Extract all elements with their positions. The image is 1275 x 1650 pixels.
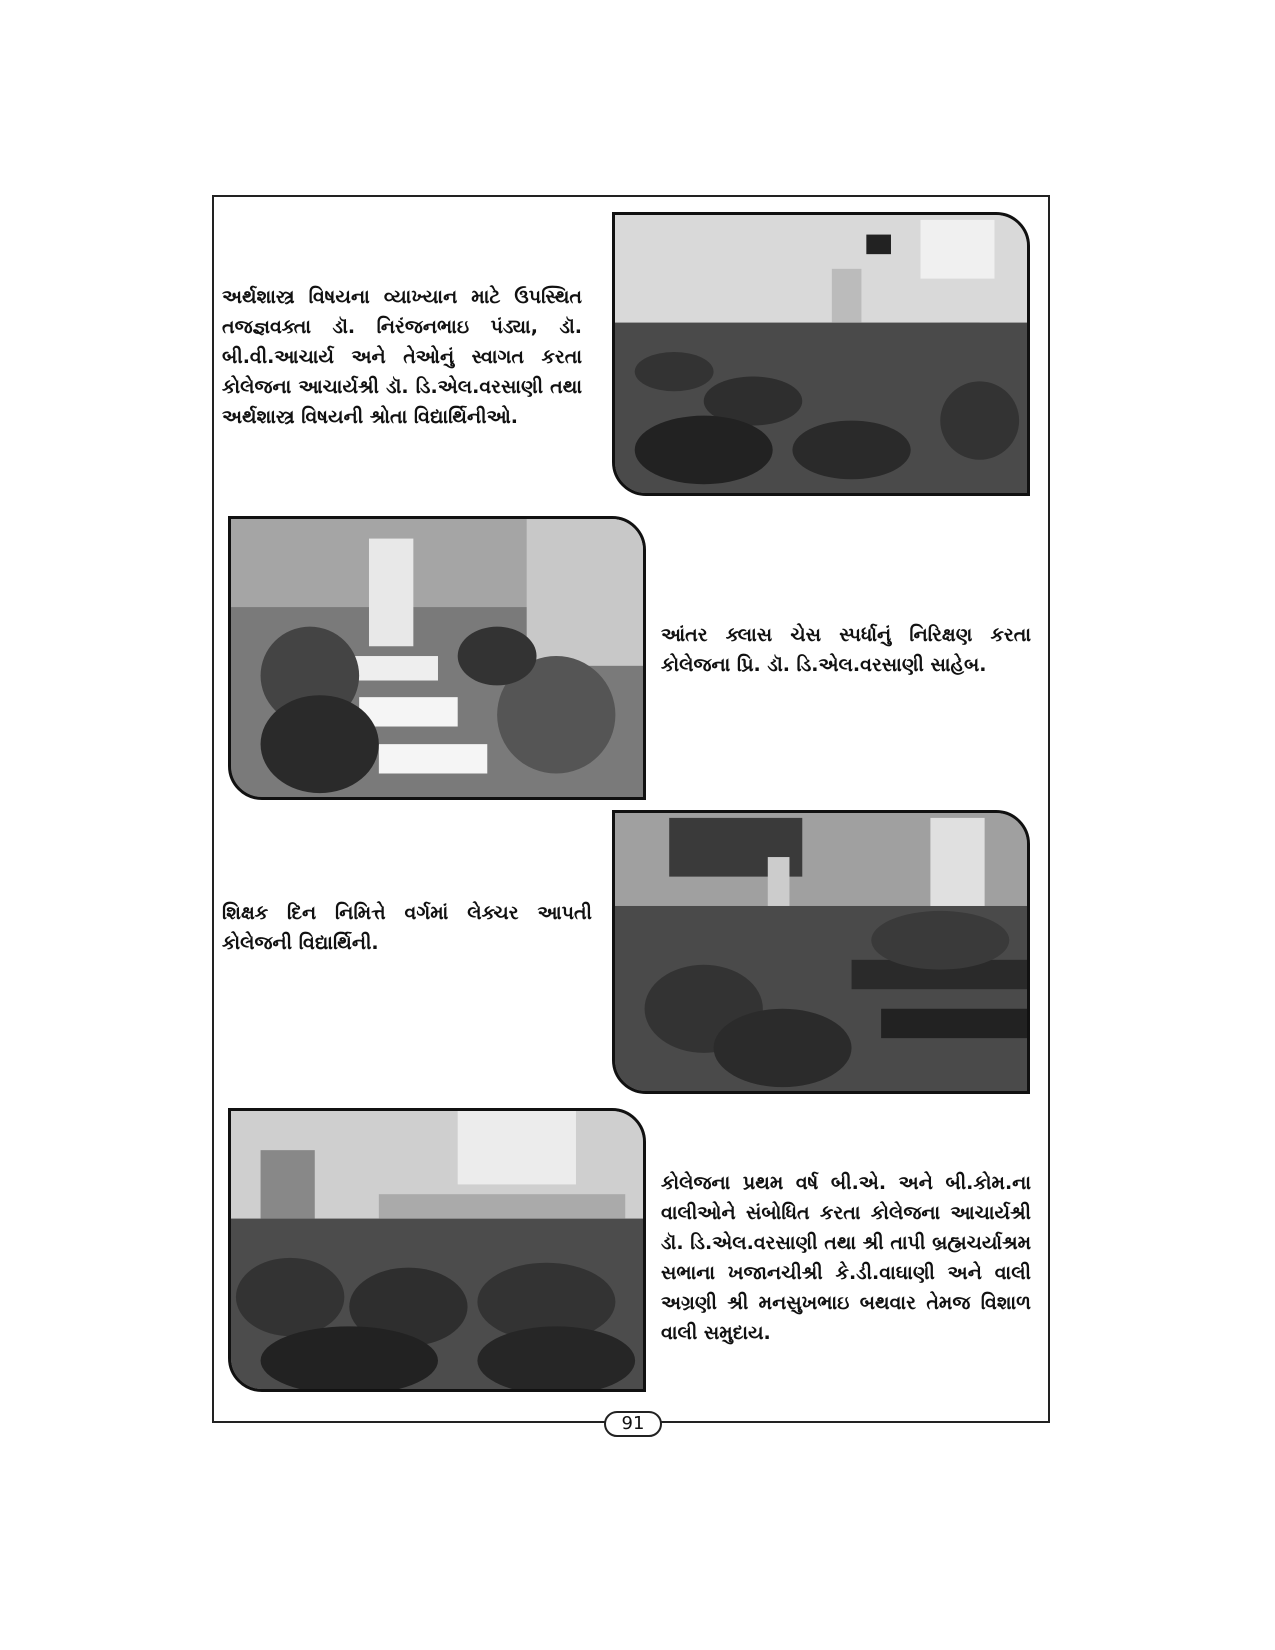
caption-economics-lecture: અર્થશાસ્ત્ર વિષયના વ્યાખ્યાન માટે ઉપસ્થિત તજજ્ઞવક્તા ડૉ. નિરંજનભાઇ પંડ્યા, ડૉ. બી.વી.આચાર્ય અને તેઓનું સ્વાગત કરતા કોલેજના આચાર્યશ્રી ડૉ. ડિ.એલ.વરસાણી તથા અર્થશાસ્ત્ર વિષયની શ્રોતા વિદ્યાર્થિનીઓ. [222,286,582,428]
photo-economics-lecture [612,212,1030,496]
caption-teachers-day: શિક્ષક દિન નિમિત્તે વર્ગમાં લેક્ચર આપતી કોલેજની વિદ્યાર્થિની. [222,902,592,954]
caption-parents-meeting: કોલેજના પ્રથમ વર્ષ બી.એ. અને બી.કોમ.ના વાલીઓને સંબોધિત કરતા કોલેજના આચાર્યશ્રી ડૉ. ડિ.એલ.વરસાણી તથા શ્રી તાપી બ્રહ્મચર્યાશ્રમ સભાના ખજાનચીશ્રી કે.ડી.વાઘાણી અને વાલી અગ્રણી શ્રી મનસુખભાઇ બથવાર તેમજ વિશાળ વાલી સમુદાય. [661,1172,1031,1344]
photo-parents-meeting [228,1108,646,1392]
caption-chess-competition: આંતર ક્લાસ ચેસ સ્પર્ધાનું નિરિક્ષણ કરતા કોલેજના પ્રિ. ડૉ. ડિ.એલ.વરસાણી સાહેબ. [661,624,1031,676]
photo-teachers-day [612,810,1030,1094]
photo-chess-competition [228,516,646,800]
page-number: 91 [604,1411,662,1437]
